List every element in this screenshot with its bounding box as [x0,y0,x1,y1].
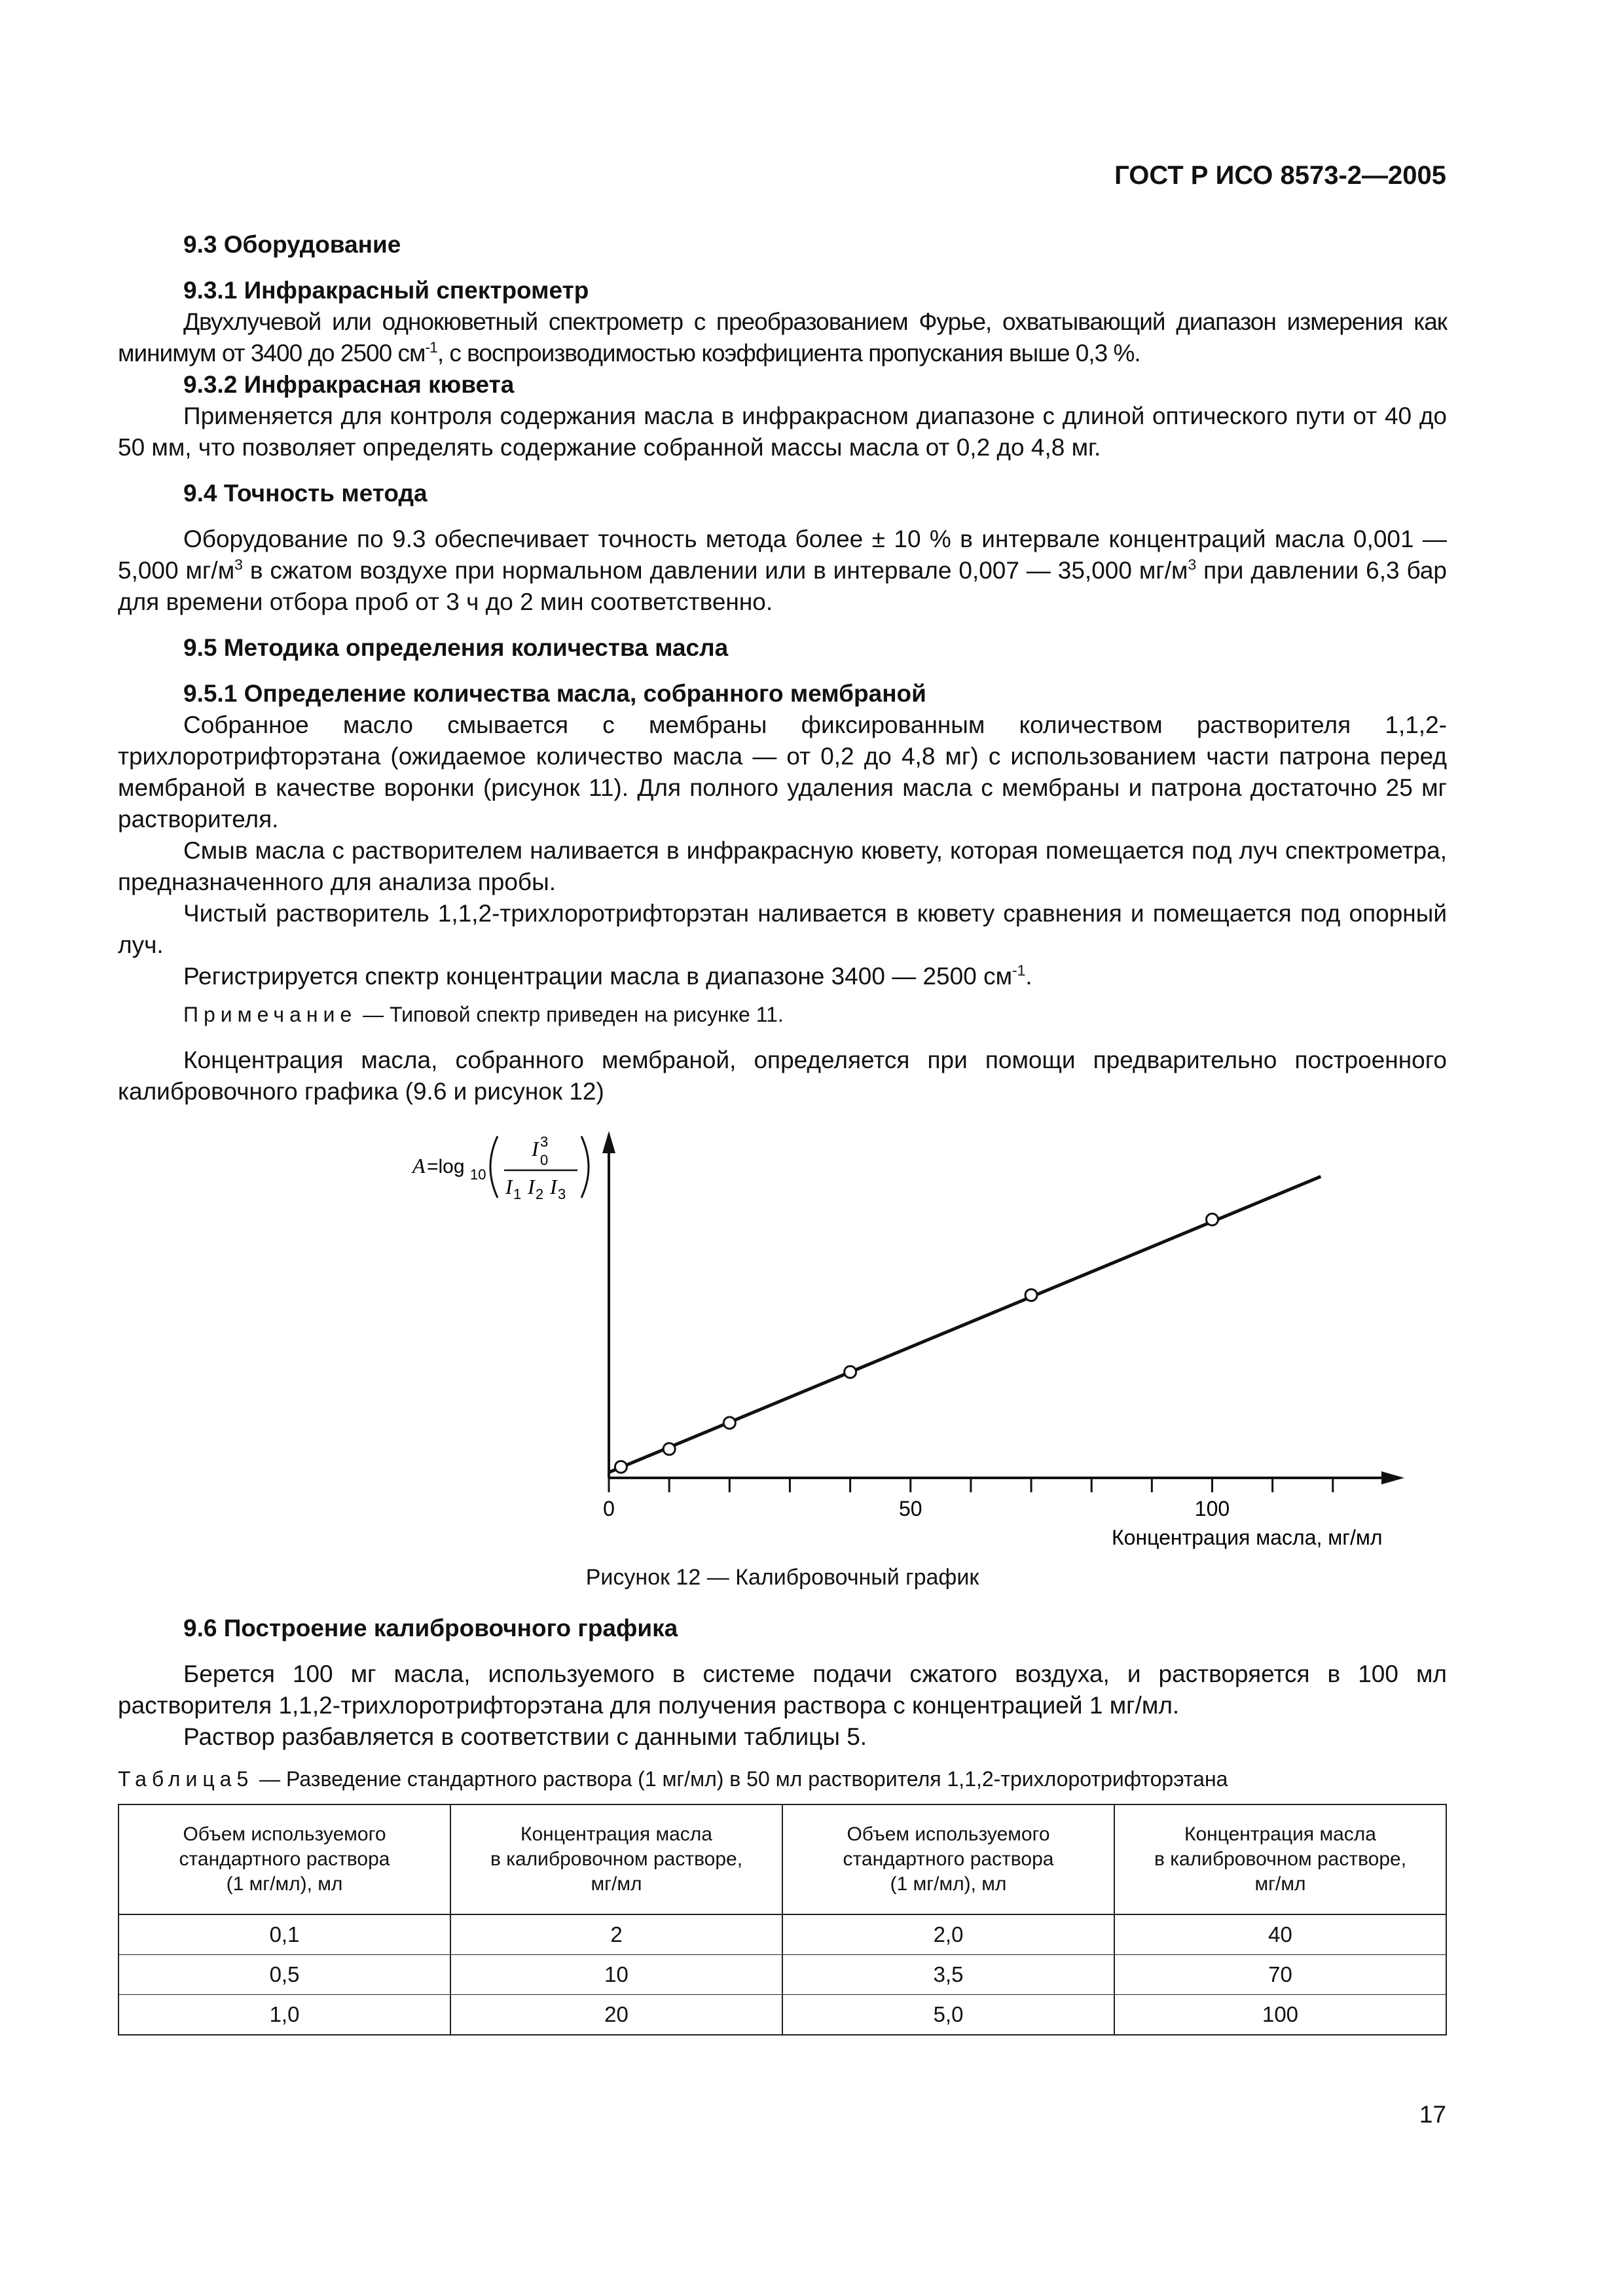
ylabel-denominator-1-sub: 1 [513,1186,522,1202]
section-9-4-heading: 9.4 Точность метода [183,480,428,507]
paragraph-reference-cuvette: Чистый растворитель 1,1,2-трихлоротрифторэтан наливается в кювету сравнения и помещается под опорный луч. [118,900,1447,958]
ylabel-symbol: A [412,1154,426,1177]
document-body [118,229,1447,2036]
table-caption: Таблица5 — Разведение стандартного раствора (1 мг/мл) в 50 мл растворителя 1,1,2-трихлоротрифторэтана [118,1767,1228,1791]
table-cell: 20 [450,1995,782,2036]
chart-svg [262,1131,1383,1549]
section-9-5-1-heading: 9.5.1 Определение количества масла, собранного мембраной [183,680,926,707]
paragraph-spectrum-registration: Регистрируется спектр концентрации масла в диапазоне 3400 — 2500 $см^{-1}$. [183,961,1032,990]
paragraph-dilution: Раствор разбавляется в соответствии с данными таблицы 5. [183,1723,867,1750]
ylabel-log: =log [427,1156,465,1177]
ylabel-log-base: 10 [470,1166,486,1183]
table-cell: 100 [1114,1995,1446,2036]
ylabel-numerator-sub: 0 [540,1152,549,1168]
figure-caption: Рисунок 12 — Калибровочный график [585,1565,979,1590]
section-9-5-heading: 9.5 Методика определения количества масла [183,634,729,661]
ylabel-denominator-2: I [528,1175,535,1198]
data-point [845,1366,856,1378]
x-tick-label: 0 [603,1497,615,1520]
table-cell: 1,0 [119,1995,450,2036]
document-header: ГОСТ Р ИСО 8573-2—2005 [1114,161,1446,190]
table-cell: 70 [1114,1955,1446,1995]
ylabel-paren-right [581,1136,589,1198]
table-header-4: Концентрация масла в калибровочном растворе, мг/мл [1114,1804,1446,1914]
table-cell: 2 [450,1914,782,1955]
x-tick-label: 50 [898,1497,922,1520]
table-cell: 5,0 [782,1995,1114,2036]
section-9-3-2-text: Применяется для контроля содержания масла в инфракрасном диапазоне с длиной оптического пути от 40 до 50 мм, что позволяет определять содержание собранной массы масла от 0,2 до 4,8 мг. [118,403,1447,461]
section-9-3-2-heading: 9.3.2 Инфракрасная кювета [183,371,515,398]
table-cell: 2,0 [782,1914,1114,1955]
table-row [119,1995,1446,2036]
section-9-3-1-text: Двухлучевой или однокюветный спектрометр с преобразованием Фурье, охватывающий диапазон измерения как минимум от 3400 до 2500 $см^{-1}$, с воспроизводимостью коэффициента пропускания выше 0,3 %. [118,308,1447,367]
x-axis-label: Концентрация масла, мг/мл [1112,1526,1383,1549]
table-row [119,1955,1446,1995]
data-point [615,1461,627,1473]
section-9-6-heading: 9.6 Построение калибровочного графика [183,1615,678,1641]
ylabel-paren-left [490,1136,498,1198]
data-point [1207,1213,1218,1225]
ylabel-denominator-3: I [550,1175,557,1198]
table-header-3: Объем используемого стандартного раствора (1 мг/мл), мл [782,1804,1114,1914]
x-axis-arrow [1381,1471,1404,1484]
data-point [663,1443,675,1455]
table-cell: 40 [1114,1914,1446,1955]
ylabel-denominator-1: I [505,1175,513,1198]
paragraph-calibration-reference: Концентрация масла, собранного мембраной, определяется при помощи предварительно построенного калибровочного графика (9.6 и рисунок 12) [118,1047,1447,1105]
paragraph-ir-cuvette: Смыв масла с растворителем наливается в инфракрасную кювету, которая помещается под луч спектрометра, предназначенного для анализа пробы. [118,837,1447,895]
y-axis-arrow [602,1131,615,1153]
table-header-2: Концентрация масла в калибровочном растворе, мг/мл [450,1804,782,1914]
table-header-1: Объем используемого стандартного раствора (1 мг/мл), мл [119,1804,450,1914]
dilution-table [118,1804,1447,2036]
section-9-3-1-heading: 9.3.1 Инфракрасный спектрометр [183,277,589,304]
data-point [1025,1289,1037,1301]
y-axis-label [411,1134,589,1202]
section-9-4-text: Оборудование по 9.3 обеспечивает точность метода более ± 10 % в интервале концентраций масла 0,001 — 5,000 $мг/м^3$ в сжатом воздухе при нормальном давлении или в интервале 0,007 — 35,000 $мг/м^3$ при давлении 6,3 бар для времени отбора проб от 3 ч до 2 мин соответственно. [118,526,1447,615]
table-cell: 10 [450,1955,782,1995]
paragraph-oil-washing: Собранное масло смывается с мембраны фиксированным количеством растворителя 1,1,2-трихлоротрифторэтана (ожидаемое количество масла — от 0,2 до 4,8 мг) с использованием части патрона перед мембраной в качестве воронки (рисунок 11). Для полного удаления масла с мембраны и патрона достаточно 25 мг растворителя. [118,711,1447,833]
ylabel-numerator-sup: 3 [540,1134,549,1150]
ylabel-denominator-3-sub: 3 [558,1186,566,1202]
table-cell: 0,1 [119,1914,450,1955]
paragraph-oil-dissolving: Берется 100 мг масла, используемого в системе подачи сжатого воздуха, и растворяется в 100 мл растворителя 1,1,2-трихлоротрифторэтана для получения раствора с концентрацией 1 мг/мл. [118,1660,1447,1719]
section-9-3-heading: 9.3 Оборудование [183,231,401,258]
table-cell: 3,5 [782,1955,1114,1995]
page-number: 17 [1419,2101,1446,2128]
ylabel-denominator-2-sub: 2 [536,1186,544,1202]
table-row [119,1914,1446,1955]
table-cell: 0,5 [119,1955,450,1995]
calibration-chart [262,1131,1383,1549]
ylabel-numerator: I [532,1137,539,1160]
note: Примечание — Типовой спектр приведен на рисунке 11. [183,1003,784,1026]
data-point [723,1417,735,1429]
x-tick-label: 100 [1194,1497,1230,1520]
